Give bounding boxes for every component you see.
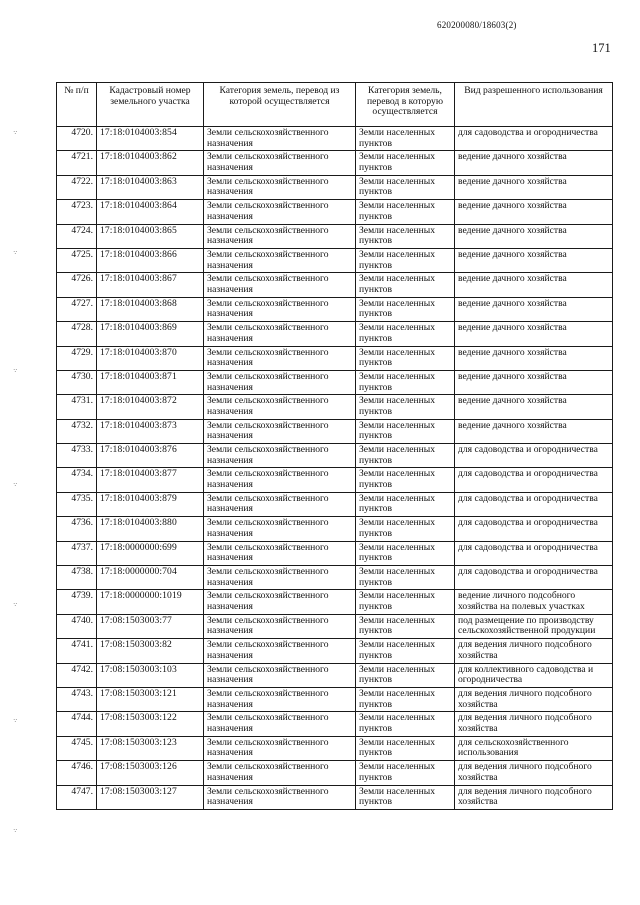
- permitted-use-cell: для сельскохозяйственного использования: [455, 736, 613, 760]
- cadastral-number-cell: 17:18:0104003:873: [97, 419, 204, 443]
- category-from-cell: Земли сельскохозяйственного назначения: [204, 590, 356, 614]
- table-row: [57, 639, 613, 663]
- category-from-cell: Земли сельскохозяйственного назначения: [204, 224, 356, 248]
- table-row: [57, 566, 613, 590]
- permitted-use-cell: для садоводства и огородничества: [455, 468, 613, 492]
- permitted-use-cell: ведение дачного хозяйства: [455, 370, 613, 394]
- table-row: [57, 224, 613, 248]
- cadastral-number-cell: 17:18:0104003:872: [97, 395, 204, 419]
- table-row: [57, 492, 613, 516]
- table-row: [57, 151, 613, 175]
- row-number-cell: 4722.: [57, 175, 97, 199]
- permitted-use-cell: ведение дачного хозяйства: [455, 151, 613, 175]
- row-number-cell: 4723.: [57, 200, 97, 224]
- row-number-cell: 4729.: [57, 346, 97, 370]
- category-from-cell: Земли сельскохозяйственного назначения: [204, 346, 356, 370]
- row-number-cell: 4732.: [57, 419, 97, 443]
- category-to-cell: Земли населенных пунктов: [356, 517, 455, 541]
- cadastral-number-cell: 17:18:0104003:879: [97, 492, 204, 516]
- category-from-cell: Земли сельскохозяйственного назначения: [204, 785, 356, 809]
- table-row: [57, 297, 613, 321]
- permitted-use-cell: для ведения личного подсобного хозяйства: [455, 639, 613, 663]
- permitted-use-cell: для садоводства и огородничества: [455, 541, 613, 565]
- category-from-cell: Земли сельскохозяйственного назначения: [204, 248, 356, 272]
- document-code: 620200080/18603(2): [437, 20, 517, 30]
- category-from-cell: Земли сельскохозяйственного назначения: [204, 370, 356, 394]
- cadastral-number-cell: 17:08:1503003:127: [97, 785, 204, 809]
- table-row: [57, 444, 613, 468]
- row-number-cell: 4739.: [57, 590, 97, 614]
- category-to-cell: Земли населенных пунктов: [356, 712, 455, 736]
- row-number-cell: 4731.: [57, 395, 97, 419]
- category-from-cell: Земли сельскохозяйственного назначения: [204, 273, 356, 297]
- land-plots-table: [56, 82, 613, 810]
- table-row: [57, 614, 613, 638]
- column-header-category-from: Категория земель, перевод из которой осуществляется: [204, 83, 356, 127]
- row-number-cell: 4745.: [57, 736, 97, 760]
- permitted-use-cell: ведение личного подсобного хозяйства на полевых участках: [455, 590, 613, 614]
- category-from-cell: Земли сельскохозяйственного назначения: [204, 200, 356, 224]
- cadastral-number-cell: 17:18:0104003:880: [97, 517, 204, 541]
- column-header-permitted-use: Вид разрешенного использования: [455, 83, 613, 127]
- category-from-cell: Земли сельскохозяйственного назначения: [204, 761, 356, 785]
- category-from-cell: Земли сельскохозяйственного назначения: [204, 322, 356, 346]
- permitted-use-cell: ведение дачного хозяйства: [455, 322, 613, 346]
- category-to-cell: Земли населенных пунктов: [356, 151, 455, 175]
- table-row: [57, 590, 613, 614]
- margin-mark: ·.·: [13, 128, 17, 136]
- table-row: [57, 273, 613, 297]
- category-to-cell: Земли населенных пунктов: [356, 566, 455, 590]
- row-number-cell: 4742.: [57, 663, 97, 687]
- margin-mark: ·.·: [13, 366, 17, 374]
- category-from-cell: Земли сельскохозяйственного назначения: [204, 639, 356, 663]
- category-from-cell: Земли сельскохозяйственного назначения: [204, 517, 356, 541]
- column-header-cadastral: Кадастровый номер земельного участка: [97, 83, 204, 127]
- table-row: [57, 785, 613, 809]
- category-to-cell: Земли населенных пунктов: [356, 761, 455, 785]
- cadastral-number-cell: 17:18:0104003:871: [97, 370, 204, 394]
- cadastral-number-cell: 17:08:1503003:77: [97, 614, 204, 638]
- column-header-category-to: Категория земель, перевод в которую осуществляется: [356, 83, 455, 127]
- category-to-cell: Земли населенных пунктов: [356, 370, 455, 394]
- category-from-cell: Земли сельскохозяйственного назначения: [204, 175, 356, 199]
- permitted-use-cell: ведение дачного хозяйства: [455, 346, 613, 370]
- cadastral-number-cell: 17:08:1503003:103: [97, 663, 204, 687]
- row-number-cell: 4738.: [57, 566, 97, 590]
- table-row: [57, 419, 613, 443]
- table-row: [57, 736, 613, 760]
- permitted-use-cell: под размещение по производству сельскохозяйственной продукции: [455, 614, 613, 638]
- row-number-cell: 4728.: [57, 322, 97, 346]
- row-number-cell: 4747.: [57, 785, 97, 809]
- category-to-cell: Земли населенных пунктов: [356, 590, 455, 614]
- table-row: [57, 248, 613, 272]
- permitted-use-cell: для ведения личного подсобного хозяйства: [455, 712, 613, 736]
- table-row: [57, 370, 613, 394]
- permitted-use-cell: ведение дачного хозяйства: [455, 200, 613, 224]
- category-to-cell: Земли населенных пунктов: [356, 200, 455, 224]
- permitted-use-cell: ведение дачного хозяйства: [455, 419, 613, 443]
- category-from-cell: Земли сельскохозяйственного назначения: [204, 419, 356, 443]
- category-from-cell: Земли сельскохозяйственного назначения: [204, 687, 356, 711]
- category-from-cell: Земли сельскохозяйственного назначения: [204, 395, 356, 419]
- table-row: [57, 175, 613, 199]
- table-row: [57, 468, 613, 492]
- permitted-use-cell: ведение дачного хозяйства: [455, 297, 613, 321]
- cadastral-number-cell: 17:18:0104003:864: [97, 200, 204, 224]
- category-from-cell: Земли сельскохозяйственного назначения: [204, 663, 356, 687]
- cadastral-number-cell: 17:18:0104003:876: [97, 444, 204, 468]
- category-to-cell: Земли населенных пунктов: [356, 444, 455, 468]
- category-from-cell: Земли сельскохозяйственного назначения: [204, 736, 356, 760]
- row-number-cell: 4736.: [57, 517, 97, 541]
- table-row: [57, 541, 613, 565]
- category-from-cell: Земли сельскохозяйственного назначения: [204, 614, 356, 638]
- permitted-use-cell: для ведения личного подсобного хозяйства: [455, 761, 613, 785]
- cadastral-number-cell: 17:18:0000000:1019: [97, 590, 204, 614]
- category-to-cell: Земли населенных пунктов: [356, 346, 455, 370]
- cadastral-number-cell: 17:18:0104003:867: [97, 273, 204, 297]
- row-number-cell: 4720.: [57, 127, 97, 151]
- permitted-use-cell: для ведения личного подсобного хозяйства: [455, 785, 613, 809]
- category-to-cell: Земли населенных пунктов: [356, 395, 455, 419]
- table-row: [57, 346, 613, 370]
- row-number-cell: 4725.: [57, 248, 97, 272]
- column-header-number: № п/п: [57, 83, 97, 127]
- margin-mark: ·.·: [13, 248, 17, 256]
- cadastral-number-cell: 17:08:1503003:82: [97, 639, 204, 663]
- cadastral-number-cell: 17:08:1503003:122: [97, 712, 204, 736]
- table-row: [57, 663, 613, 687]
- permitted-use-cell: для садоводства и огородничества: [455, 127, 613, 151]
- cadastral-number-cell: 17:18:0104003:854: [97, 127, 204, 151]
- table-row: [57, 200, 613, 224]
- cadastral-number-cell: 17:18:0104003:870: [97, 346, 204, 370]
- permitted-use-cell: для ведения личного подсобного хозяйства: [455, 687, 613, 711]
- category-from-cell: Земли сельскохозяйственного назначения: [204, 566, 356, 590]
- cadastral-number-cell: 17:08:1503003:121: [97, 687, 204, 711]
- permitted-use-cell: для садоводства и огородничества: [455, 492, 613, 516]
- category-to-cell: Земли населенных пунктов: [356, 224, 455, 248]
- cadastral-number-cell: 17:18:0104003:863: [97, 175, 204, 199]
- table-header-row: [57, 83, 613, 127]
- permitted-use-cell: для садоводства и огородничества: [455, 444, 613, 468]
- permitted-use-cell: ведение дачного хозяйства: [455, 273, 613, 297]
- table-row: [57, 761, 613, 785]
- category-from-cell: Земли сельскохозяйственного назначения: [204, 297, 356, 321]
- category-to-cell: Земли населенных пунктов: [356, 468, 455, 492]
- category-from-cell: Земли сельскохозяйственного назначения: [204, 712, 356, 736]
- category-to-cell: Земли населенных пунктов: [356, 687, 455, 711]
- table-row: [57, 322, 613, 346]
- row-number-cell: 4734.: [57, 468, 97, 492]
- permitted-use-cell: ведение дачного хозяйства: [455, 395, 613, 419]
- row-number-cell: 4724.: [57, 224, 97, 248]
- permitted-use-cell: ведение дачного хозяйства: [455, 224, 613, 248]
- margin-mark: ·.·: [13, 480, 17, 488]
- permitted-use-cell: для садоводства и огородничества: [455, 517, 613, 541]
- permitted-use-cell: ведение дачного хозяйства: [455, 175, 613, 199]
- table-row: [57, 127, 613, 151]
- row-number-cell: 4735.: [57, 492, 97, 516]
- category-to-cell: Земли населенных пунктов: [356, 322, 455, 346]
- cadastral-number-cell: 17:18:0000000:699: [97, 541, 204, 565]
- category-to-cell: Земли населенных пунктов: [356, 614, 455, 638]
- table-row: [57, 712, 613, 736]
- category-to-cell: Земли населенных пунктов: [356, 248, 455, 272]
- binding-margin: [0, 0, 40, 905]
- category-to-cell: Земли населенных пунктов: [356, 297, 455, 321]
- row-number-cell: 4721.: [57, 151, 97, 175]
- category-to-cell: Земли населенных пунктов: [356, 785, 455, 809]
- category-to-cell: Земли населенных пунктов: [356, 541, 455, 565]
- category-to-cell: Земли населенных пунктов: [356, 175, 455, 199]
- cadastral-number-cell: 17:18:0104003:865: [97, 224, 204, 248]
- row-number-cell: 4737.: [57, 541, 97, 565]
- cadastral-number-cell: 17:18:0000000:704: [97, 566, 204, 590]
- category-to-cell: Земли населенных пунктов: [356, 273, 455, 297]
- permitted-use-cell: для коллективного садоводства и огородничества: [455, 663, 613, 687]
- cadastral-number-cell: 17:18:0104003:866: [97, 248, 204, 272]
- permitted-use-cell: ведение дачного хозяйства: [455, 248, 613, 272]
- category-to-cell: Земли населенных пунктов: [356, 663, 455, 687]
- row-number-cell: 4746.: [57, 761, 97, 785]
- cadastral-number-cell: 17:18:0104003:868: [97, 297, 204, 321]
- cadastral-number-cell: 17:18:0104003:877: [97, 468, 204, 492]
- row-number-cell: 4741.: [57, 639, 97, 663]
- page-number: 171: [592, 41, 611, 55]
- category-from-cell: Земли сельскохозяйственного назначения: [204, 127, 356, 151]
- margin-mark: ·.·: [13, 716, 17, 724]
- category-to-cell: Земли населенных пунктов: [356, 736, 455, 760]
- category-to-cell: Земли населенных пунктов: [356, 419, 455, 443]
- row-number-cell: 4743.: [57, 687, 97, 711]
- category-from-cell: Земли сельскохозяйственного назначения: [204, 492, 356, 516]
- category-to-cell: Земли населенных пунктов: [356, 639, 455, 663]
- row-number-cell: 4727.: [57, 297, 97, 321]
- table-row: [57, 687, 613, 711]
- cadastral-number-cell: 17:18:0104003:869: [97, 322, 204, 346]
- permitted-use-cell: для садоводства и огородничества: [455, 566, 613, 590]
- margin-mark: ·.·: [13, 826, 17, 834]
- cadastral-number-cell: 17:18:0104003:862: [97, 151, 204, 175]
- category-from-cell: Земли сельскохозяйственного назначения: [204, 468, 356, 492]
- category-from-cell: Земли сельскохозяйственного назначения: [204, 541, 356, 565]
- margin-mark: ·.·: [13, 600, 17, 608]
- row-number-cell: 4730.: [57, 370, 97, 394]
- category-to-cell: Земли населенных пунктов: [356, 492, 455, 516]
- table-row: [57, 517, 613, 541]
- category-from-cell: Земли сельскохозяйственного назначения: [204, 444, 356, 468]
- cadastral-number-cell: 17:08:1503003:126: [97, 761, 204, 785]
- category-to-cell: Земли населенных пунктов: [356, 127, 455, 151]
- row-number-cell: 4740.: [57, 614, 97, 638]
- table-row: [57, 395, 613, 419]
- row-number-cell: 4726.: [57, 273, 97, 297]
- row-number-cell: 4733.: [57, 444, 97, 468]
- cadastral-number-cell: 17:08:1503003:123: [97, 736, 204, 760]
- row-number-cell: 4744.: [57, 712, 97, 736]
- category-from-cell: Земли сельскохозяйственного назначения: [204, 151, 356, 175]
